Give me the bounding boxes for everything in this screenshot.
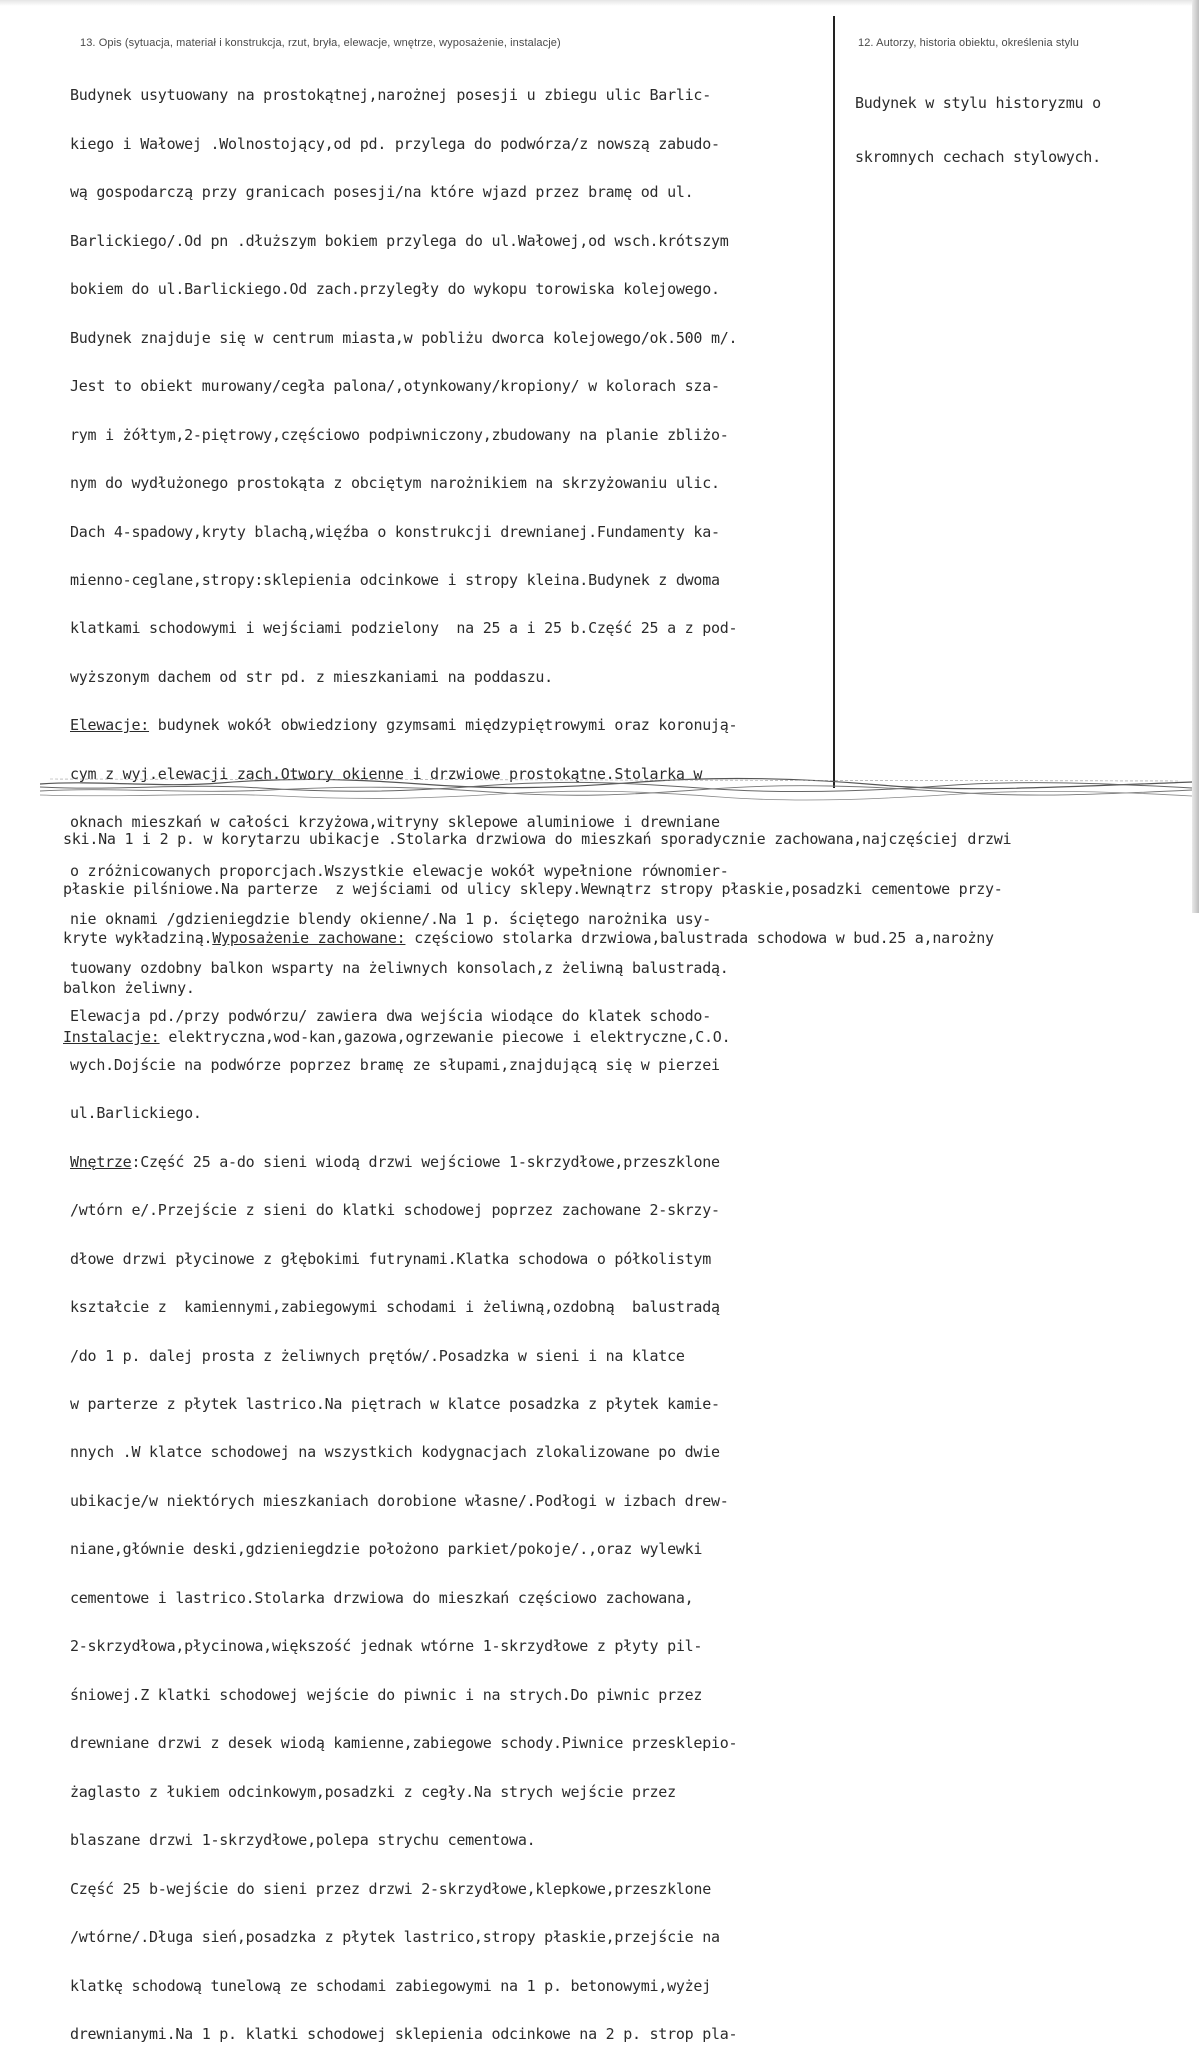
text-line: niane,głównie deski,gdzieniegdzie położono parkiet/pokoje/.,oraz wylewki xyxy=(70,1540,703,1559)
text-line: Jest to obiekt murowany/cegła palona/,otynkowany/kropiony/ w kolorach sza- xyxy=(70,377,720,396)
text-line: wych.Dojście na podwórze poprzez bramę ze słupami,znajdującą się w pierzei xyxy=(70,1055,720,1074)
text-line-elewacje xyxy=(70,717,737,733)
text-line: klatkę schodową tunelową ze schodami zabiegowymi na 1 p. betonowymi,wyżej xyxy=(70,1976,711,1995)
text-line: mienno-ceglane,stropy:sklepienia odcinkowe i stropy kleina.Budynek z dwoma xyxy=(70,571,720,589)
column-divider xyxy=(833,16,835,788)
wyposazenie-text: częściowo stolarka drzwiowa,balustrada schodowa w bud.25 a,narożny xyxy=(405,929,994,947)
text-line: drewnianymi.Na 1 p. klatki schodowej sklepienia odcinkowe na 2 p. strop pla- xyxy=(70,2025,738,2044)
text-line: dłowe drzwi płycinowe z głębokimi futrynami.Klatka schodowa o półkolistym xyxy=(70,1249,711,1268)
text-line: nym do wydłużonego prostokąta z obciętym narożnikiem na skrzyżowaniu ulic. xyxy=(70,474,720,493)
instalacje-text: elektryczna,wod-kan,gazowa,ogrzewanie piecowe i elektryczne,C.O. xyxy=(159,1028,731,1046)
text-line: rym i żółtym,2-piętrowy,częściowo podpiwniczony,zbudowany na planie zbliżo- xyxy=(70,425,729,444)
text-line: kształcie z kamiennymi,zabiegowymi schodami i żeliwną,ozdobną balustradą xyxy=(70,1298,720,1317)
text-line: wyższonym dachem od str pd. z mieszkaniami na poddaszu. xyxy=(70,667,553,686)
text-line: cym z wyj.elewacji zach.Otwory okienne i drzwiowe prostokątne.Stolarka w xyxy=(70,764,703,783)
text-line: Budynek znajduje się w centrum miasta,w pobliżu dworca kolejowego/ok.500 m/. xyxy=(70,328,738,347)
continuation-body xyxy=(63,798,1011,1062)
text-line: cementowe i lastrico.Stolarka drzwiowa do mieszkań częściowo zachowana, xyxy=(70,1588,694,1607)
text-line: skromnych cechach stylowych. xyxy=(855,148,1101,166)
text-line: tuowany ozdobny balkon wsparty na żeliwnych konsolach,z żeliwną balustradą. xyxy=(70,958,729,977)
text-line: Budynek usytuowany na prostokątnej,narożnej posesji u zbiegu ulic Barlic- xyxy=(70,86,711,105)
text-line: ubikacje/w niektórych mieszkaniach dorobione własne/.Podłogi w izbach drew- xyxy=(70,1491,729,1510)
text-line: blaszane drzwi 1-skrzydłowe,polepa strychu cementowa. xyxy=(70,1831,536,1850)
section-12-body xyxy=(855,58,1101,184)
text-line: /wtórn e/.Przejście z sieni do klatki schodowej poprzez zachowane 2-skrzy- xyxy=(70,1201,720,1220)
text-line: o zróżnicowanych proporcjach.Wszystkie elewacje wokół wypełnione równomier- xyxy=(70,861,729,880)
elewacje-label: Elewacje: xyxy=(70,716,150,735)
text-line: Budynek w stylu historyzmu o xyxy=(855,94,1101,112)
text-line: balkon żeliwny. xyxy=(63,978,195,997)
text-line: wą gospodarczą przy granicach posesji/na które wjazd przez bramę od ul. xyxy=(70,183,694,202)
text-line-instalacje xyxy=(63,1029,1011,1046)
text-line: /do 1 p. dalej prosta z żeliwnych prętów/.Posadzka w sieni i na klatce xyxy=(70,1346,685,1365)
wyposazenie-prefix: kryte wykładziną. xyxy=(63,929,213,947)
text-line: ski.Na 1 i 2 p. w korytarzu ubikacje .Stolarka drzwiowa do mieszkań sporadycznie zachowana,najczęściej drzwi xyxy=(63,830,1012,848)
text-line: żaglasto z łukiem odcinkowym,posadzki z cegły.Na strych wejście przez xyxy=(70,1782,676,1801)
section-13-heading: 13. Opis (sytuacja, materiał i konstrukcja, rzut, bryła, elewacje, wnętrze, wyposażenie, instalacje) xyxy=(80,37,561,49)
elewacje-text: budynek wokół obwiedziony gzymsami międzypiętrowymi oraz koronują- xyxy=(149,716,738,735)
text-line: płaskie pilśniowe.Na parterze z wejściami od ulicy sklepy.Wewnątrz stropy płaskie,posadzki cementowe przy- xyxy=(63,879,1003,898)
instalacje-label: Instalacje: xyxy=(63,1028,160,1046)
text-line-wyposazenie xyxy=(63,930,1011,947)
scan-top-edge xyxy=(0,0,1199,6)
text-line: ul.Barlickiego. xyxy=(70,1104,202,1123)
text-line: /wtórne/.Długa sień,posadzka z płytek lastrico,stropy płaskie,przejście na xyxy=(70,1928,720,1947)
text-line: 2-skrzydłowa,płycinowa,większość jednak wtórne 1-skrzydłowe z płyty pil- xyxy=(70,1637,703,1656)
text-line: w parterze z płytek lastrico.Na piętrach w klatce posadzka z płytek kamie- xyxy=(70,1394,720,1413)
text-line: nie oknami /gdzieniegdzie blendy okienne/.Na 1 p. ściętego narożnika usy- xyxy=(70,910,711,929)
text-line: Elewacja pd./przy podwórzu/ zawiera dwa wejścia wiodące do klatek schodo- xyxy=(70,1007,711,1026)
text-line: Część 25 b-wejście do sieni przez drzwi 2-skrzydłowe,klepkowe,przeszklone xyxy=(70,1879,711,1898)
text-line: bokiem do ul.Barlickiego.Od zach.przyległy do wykopu torowiska kolejowego. xyxy=(70,280,720,299)
text-line: śniowej.Z klatki schodowej wejście do piwnic i na strych.Do piwnic przez xyxy=(70,1685,703,1704)
section-12-heading: 12. Autorzy, historia obiektu, określenia stylu xyxy=(858,37,1079,49)
text-line: kiego i Wałowej .Wolnostojący,od pd. przylega do podwórza/z nowszą zabudo- xyxy=(70,134,720,153)
text-line: Dach 4-spadowy,kryty blachą,więźba o konstrukcji drewnianej.Fundamenty ka- xyxy=(70,522,720,541)
wyposazenie-label: Wyposażenie zachowane: xyxy=(212,929,406,947)
wnetrze-text: :Część 25 a-do sieni wiodą drzwi wejściowe 1-skrzydłowe,przeszklone xyxy=(131,1152,720,1171)
scan-right-edge xyxy=(1192,0,1199,913)
wnetrze-label: Wnętrze xyxy=(70,1152,132,1171)
text-line: klatkami schodowymi i wejściami podzielony na 25 a i 25 b.Część 25 a z pod- xyxy=(70,619,738,638)
text-line: nnych .W klatce schodowej na wszystkich kodygnacjach zlokalizowane po dwie xyxy=(70,1443,720,1462)
text-line: drewniane drzwi z desek wiodą kamienne,zabiegowe schody.Piwnice przesklepio- xyxy=(70,1734,738,1753)
text-line: oknach mieszkań w całości krzyżowa,witryny sklepowe aluminiowe i drewniane xyxy=(70,813,720,832)
text-line: Barlickiego/.Od pn .dłuższym bokiem przylega do ul.Wałowej,od wsch.krótszym xyxy=(70,231,729,250)
text-line-wnetrze xyxy=(70,1154,737,1170)
